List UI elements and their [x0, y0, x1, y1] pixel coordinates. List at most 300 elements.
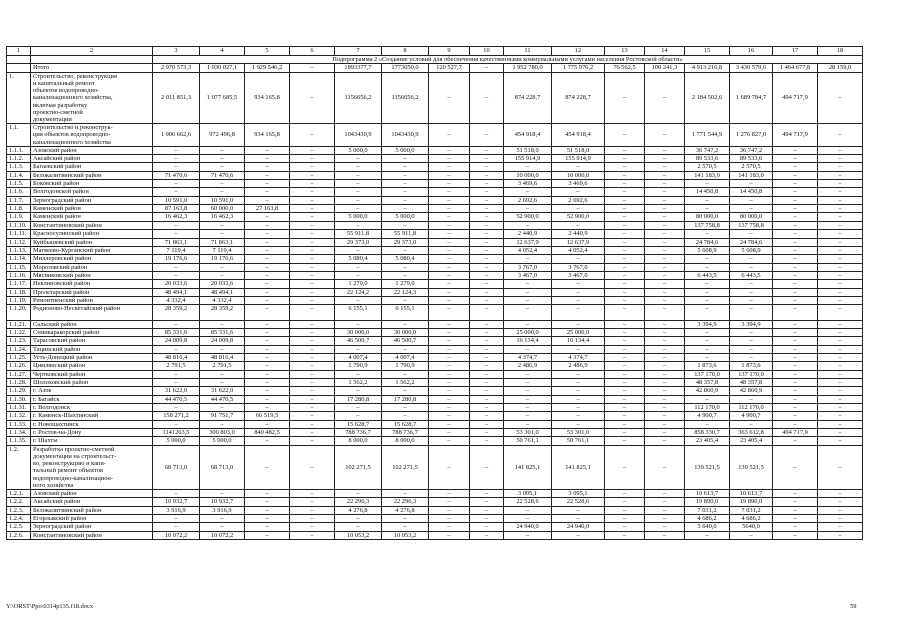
cell-value: – [245, 263, 290, 271]
cell-value: 2 970 573,3 [153, 64, 200, 72]
cell-value: – [200, 345, 245, 353]
cell-value: 1 689 784,7 [730, 72, 773, 123]
row-label: Зерноградский район [31, 196, 153, 204]
cell-value: – [200, 515, 245, 523]
table-row [7, 263, 863, 271]
cell-value: 60 000,0 [200, 205, 245, 213]
cell-value: – [605, 362, 645, 370]
row-label: Семикаракорский район [31, 328, 153, 336]
cell-value: – [773, 445, 818, 489]
cell-value: 7 119,4 [200, 246, 245, 254]
cell-value: – [470, 305, 504, 320]
cell-value: – [504, 387, 552, 395]
cell-value: – [605, 395, 645, 403]
row-number: 1.1.1. [7, 146, 31, 154]
row-number: 1.1.2. [7, 155, 31, 163]
cell-value: – [290, 221, 335, 229]
cell-value: – [470, 498, 504, 506]
cell-value: – [290, 337, 335, 345]
cell-value: – [504, 506, 552, 514]
cell-value: – [290, 412, 335, 420]
cell-value: – [335, 263, 382, 271]
cell-value: – [818, 271, 863, 279]
cell-value: – [773, 246, 818, 254]
cell-value: – [245, 498, 290, 506]
cell-value: – [290, 354, 335, 362]
row-number: 1.1.31. [7, 404, 31, 412]
cell-value: 71 863,1 [153, 238, 200, 246]
cell-value: 31 622,0 [153, 387, 200, 395]
cell-value: – [685, 288, 730, 296]
cell-value: – [429, 230, 470, 238]
cell-value: – [605, 531, 645, 539]
cell-value: – [153, 320, 200, 328]
cell-value: 4 686,2 [685, 515, 730, 523]
row-label: Миллеровский район [31, 255, 153, 263]
cell-value: 137 170,0 [685, 370, 730, 378]
cell-value: – [818, 188, 863, 196]
cell-value: 25 000,0 [504, 328, 552, 336]
cell-value: – [290, 523, 335, 531]
cell-value: – [605, 498, 645, 506]
cell-value: – [335, 155, 382, 163]
cell-value: – [730, 420, 773, 428]
cell-value: 5 608,9 [730, 246, 773, 254]
table-row [7, 288, 863, 296]
cell-value: 137 758,8 [685, 221, 730, 229]
row-number: 1.1.16. [7, 271, 31, 279]
cell-value: – [685, 205, 730, 213]
cell-value: 46 500,7 [335, 337, 382, 345]
row-number: 1.1.21. [7, 320, 31, 328]
cell-value: 36 747,2 [685, 146, 730, 154]
cell-value: 23 405,4 [730, 437, 773, 445]
cell-value: – [504, 296, 552, 304]
cell-value: – [818, 163, 863, 171]
cell-value: 89 533,6 [730, 155, 773, 163]
cell-value: 1043430,9 [382, 124, 429, 147]
cell-value: – [200, 188, 245, 196]
cell-value: 17 280,8 [335, 395, 382, 403]
table-row [7, 213, 863, 221]
cell-value: – [504, 531, 552, 539]
cell-value: – [773, 328, 818, 336]
row-number: 1.2. [7, 445, 31, 489]
row-number: 1.1.24. [7, 345, 31, 353]
cell-value: – [685, 230, 730, 238]
table-row [7, 230, 863, 238]
cell-value: 28 159,0 [818, 64, 863, 72]
cell-value: – [153, 221, 200, 229]
cell-value: 5 000,0 [335, 146, 382, 154]
cell-value: – [429, 337, 470, 345]
cell-value: – [552, 531, 605, 539]
cell-value: – [605, 490, 645, 498]
row-number: 1.1.28. [7, 379, 31, 387]
cell-value: – [773, 296, 818, 304]
row-label: г. Волгодонск [31, 404, 153, 412]
cell-value: 1 276 827,0 [730, 124, 773, 147]
cell-value: – [552, 345, 605, 353]
cell-value: – [773, 180, 818, 188]
cell-value: – [245, 196, 290, 204]
row-label: Аксайский район [31, 498, 153, 506]
cell-value: – [470, 445, 504, 489]
row-number: 1.1.18. [7, 288, 31, 296]
cell-value: – [200, 404, 245, 412]
cell-value: – [429, 155, 470, 163]
table-row [7, 490, 863, 498]
row-number: 1.1.13. [7, 246, 31, 254]
column-number: 1 [7, 47, 31, 56]
cell-value: – [818, 305, 863, 320]
cell-value: – [290, 246, 335, 254]
cell-value: 1043430,9 [335, 124, 382, 147]
cell-value: 10 000,0 [552, 171, 605, 179]
cell-value: 10 613,7 [685, 490, 730, 498]
cell-value: – [290, 205, 335, 213]
cell-value: – [773, 163, 818, 171]
cell-value: – [290, 288, 335, 296]
cell-value: – [290, 445, 335, 489]
cell-value: – [773, 498, 818, 506]
cell-value: – [245, 379, 290, 387]
cell-value: – [685, 420, 730, 428]
cell-value: 24 940,0 [504, 523, 552, 531]
cell-value: 934 165,8 [245, 72, 290, 123]
cell-value: – [645, 337, 685, 345]
cell-value: – [730, 296, 773, 304]
cell-value: – [290, 437, 335, 445]
column-number: 12 [552, 47, 605, 56]
cell-value: – [382, 320, 429, 328]
cell-value: – [504, 412, 552, 420]
row-label: Зерноградский район [31, 523, 153, 531]
cell-value: – [504, 305, 552, 320]
cell-value: 5 640,0 [685, 523, 730, 531]
cell-value: – [605, 412, 645, 420]
row-number: 1.1.7. [7, 196, 31, 204]
row-number: 1.1.6. [7, 188, 31, 196]
cell-value: – [429, 124, 470, 147]
cell-value: 2 692,6 [552, 196, 605, 204]
cell-value: 1 279,0 [335, 280, 382, 288]
cell-value: 10 591,0 [200, 196, 245, 204]
cell-value: – [429, 271, 470, 279]
cell-value: – [245, 271, 290, 279]
cell-value: – [818, 263, 863, 271]
cell-value: – [335, 271, 382, 279]
cell-value: – [470, 328, 504, 336]
subprogram-spacer [7, 56, 31, 64]
cell-value: – [335, 523, 382, 531]
cell-value: – [470, 255, 504, 263]
cell-value: – [773, 171, 818, 179]
cell-value: 87 163,8 [153, 205, 200, 213]
column-number-row [7, 47, 863, 56]
cell-value: – [818, 238, 863, 246]
row-number: 1. [7, 72, 31, 123]
cell-value: – [773, 523, 818, 531]
cell-value: – [429, 205, 470, 213]
cell-value: – [382, 404, 429, 412]
cell-value: – [200, 379, 245, 387]
cell-value: 22 124,2 [335, 288, 382, 296]
row-number: 1.1.9. [7, 213, 31, 221]
cell-value: – [290, 280, 335, 288]
cell-value: – [470, 490, 504, 498]
cell-value: – [290, 387, 335, 395]
cell-value: – [818, 498, 863, 506]
cell-value: – [153, 230, 200, 238]
cell-value: – [645, 498, 685, 506]
table-row [7, 124, 863, 147]
cell-value: – [153, 180, 200, 188]
cell-value: – [290, 362, 335, 370]
column-number: 13 [605, 47, 645, 56]
subprogram-title: Подпрограмма 2 «Создание условий для обеспечения качественными коммунальными услугами населения Ростовской области» [153, 56, 863, 64]
cell-value: 71 863,1 [200, 238, 245, 246]
cell-value: – [429, 188, 470, 196]
cell-value: 1 930 027,1 [200, 64, 245, 72]
table-row [7, 370, 863, 378]
row-label: Куйбышевский район [31, 238, 153, 246]
cell-value: – [382, 163, 429, 171]
cell-value: – [382, 370, 429, 378]
cell-value: 3 430 579,6 [730, 64, 773, 72]
cell-value: – [335, 515, 382, 523]
cell-value: – [645, 515, 685, 523]
cell-value: – [470, 437, 504, 445]
cell-value: – [552, 420, 605, 428]
file-path: Y:\ORST\Ppo\0314p135.f18.docx [6, 603, 94, 610]
cell-value: 80 000,0 [685, 213, 730, 221]
column-number: 11 [504, 47, 552, 56]
row-label: Белокалитвинский район [31, 506, 153, 514]
cell-value: – [153, 188, 200, 196]
table-row [7, 506, 863, 514]
table-row [7, 64, 863, 72]
cell-value: 52 900,0 [504, 213, 552, 221]
cell-value: – [645, 490, 685, 498]
cell-value: – [335, 188, 382, 196]
cell-value: – [773, 263, 818, 271]
cell-value: 68 713,0 [153, 445, 200, 489]
cell-value: – [290, 255, 335, 263]
cell-value: – [773, 412, 818, 420]
cell-value: – [605, 163, 645, 171]
cell-value: – [335, 345, 382, 353]
cell-value: 15 628,7 [382, 420, 429, 428]
table-row [7, 205, 863, 213]
cell-value: 71 470,6 [200, 171, 245, 179]
cell-value: – [429, 171, 470, 179]
cell-value: 8 000,0 [335, 437, 382, 445]
cell-value: – [470, 171, 504, 179]
cell-value: – [245, 337, 290, 345]
cell-value: – [773, 205, 818, 213]
cell-value: – [470, 370, 504, 378]
cell-value: 29 373,0 [382, 238, 429, 246]
cell-value: – [245, 404, 290, 412]
cell-value: – [605, 255, 645, 263]
cell-value: 10 932,7 [153, 498, 200, 506]
cell-value: – [429, 296, 470, 304]
cell-value: 16 462,3 [200, 213, 245, 221]
cell-value: 48 816,4 [200, 354, 245, 362]
cell-value: – [470, 320, 504, 328]
cell-value: 1 929 546,2 [245, 64, 290, 72]
row-number: 1.2.6. [7, 531, 31, 539]
row-label: Сальский район [31, 320, 153, 328]
cell-value: – [335, 387, 382, 395]
table-row [7, 221, 863, 229]
cell-value: 1 873,6 [730, 362, 773, 370]
table-row [7, 305, 863, 320]
cell-value: – [470, 246, 504, 254]
cell-value: 141 825,1 [552, 445, 605, 489]
cell-value: – [685, 305, 730, 320]
row-label: Пролетарский район [31, 288, 153, 296]
cell-value: – [818, 180, 863, 188]
cell-value: – [335, 490, 382, 498]
cell-value: – [645, 288, 685, 296]
cell-value: 55 911,8 [382, 230, 429, 238]
cell-value: 15 628,7 [335, 420, 382, 428]
cell-value: – [605, 320, 645, 328]
cell-value: – [818, 387, 863, 395]
cell-value: – [504, 379, 552, 387]
column-number: 7 [335, 47, 382, 56]
cell-value: 3 916,9 [200, 506, 245, 514]
cell-value: – [290, 196, 335, 204]
cell-value: – [290, 498, 335, 506]
cell-value: – [773, 506, 818, 514]
cell-value: – [470, 531, 504, 539]
cell-value: – [730, 354, 773, 362]
cell-value: 36 747,2 [730, 146, 773, 154]
cell-value: – [382, 271, 429, 279]
cell-value: – [153, 420, 200, 428]
cell-value: – [605, 420, 645, 428]
cell-value: – [504, 345, 552, 353]
cell-value: 300 803,0 [200, 429, 245, 437]
cell-value: – [730, 531, 773, 539]
subprogram-row [7, 56, 863, 64]
cell-value: 6 155,1 [382, 305, 429, 320]
cell-value: – [470, 188, 504, 196]
cell-value: – [470, 395, 504, 403]
cell-value: – [605, 280, 645, 288]
cell-value: – [818, 320, 863, 328]
cell-value: – [470, 515, 504, 523]
cell-value: – [605, 345, 645, 353]
row-label: Усть-Донецкий район [31, 354, 153, 362]
cell-value: 28 359,2 [153, 305, 200, 320]
cell-value: – [245, 180, 290, 188]
row-number: 1.2.2. [7, 498, 31, 506]
cell-value: – [605, 238, 645, 246]
table-row [7, 146, 863, 154]
column-number: 9 [429, 47, 470, 56]
cell-value: – [290, 180, 335, 188]
cell-value: – [605, 387, 645, 395]
cell-value: – [290, 296, 335, 304]
cell-value: 155 914,9 [504, 155, 552, 163]
cell-value: – [504, 370, 552, 378]
cell-value: – [685, 196, 730, 204]
cell-value: – [818, 379, 863, 387]
cell-value: – [470, 420, 504, 428]
cell-value: – [290, 506, 335, 514]
table-row [7, 280, 863, 288]
table-row [7, 404, 863, 412]
cell-value: – [429, 280, 470, 288]
table-row [7, 72, 863, 123]
cell-value: – [429, 362, 470, 370]
cell-value: – [773, 531, 818, 539]
cell-value: – [818, 420, 863, 428]
table-row [7, 379, 863, 387]
cell-value: – [504, 288, 552, 296]
table-row [7, 387, 863, 395]
cell-value: – [504, 255, 552, 263]
cell-value: 1 771 544,9 [685, 124, 730, 147]
cell-value: 20 033,6 [200, 280, 245, 288]
column-number: 6 [290, 47, 335, 56]
cell-value: 66 519,5 [245, 412, 290, 420]
cell-value: – [818, 205, 863, 213]
cell-value: 22 296,3 [382, 498, 429, 506]
row-label: г. Каменск-Шахтинский [31, 412, 153, 420]
cell-value: – [200, 490, 245, 498]
cell-value: – [470, 345, 504, 353]
cell-value: – [470, 163, 504, 171]
cell-value: – [685, 263, 730, 271]
cell-value: – [335, 205, 382, 213]
cell-value: – [245, 296, 290, 304]
cell-value: – [773, 420, 818, 428]
cell-value: 4 007,4 [382, 354, 429, 362]
cell-value: – [335, 180, 382, 188]
cell-value: 85 331,6 [200, 328, 245, 336]
cell-value: – [773, 370, 818, 378]
cell-value: 3 394,9 [685, 320, 730, 328]
cell-value: 24 784,6 [685, 238, 730, 246]
cell-value: – [552, 296, 605, 304]
cell-value: 137 170,0 [730, 370, 773, 378]
cell-value: – [335, 163, 382, 171]
cell-value: – [429, 213, 470, 221]
row-number: 1.1.14. [7, 255, 31, 263]
cell-value: 3 767,0 [504, 263, 552, 271]
cell-value: – [730, 180, 773, 188]
cell-value: 5 000,0 [200, 437, 245, 445]
cell-value: – [429, 320, 470, 328]
row-number: 1.2.5. [7, 523, 31, 531]
cell-value: – [605, 296, 645, 304]
cell-value: – [382, 263, 429, 271]
cell-value: 42 860,9 [685, 387, 730, 395]
cell-value: 494 717,9 [773, 429, 818, 437]
cell-value: 139 521,5 [685, 445, 730, 489]
cell-value: 7 031,2 [730, 506, 773, 514]
cell-value: – [685, 531, 730, 539]
cell-value: – [153, 155, 200, 163]
cell-value: 4 900,7 [730, 412, 773, 420]
cell-value: – [605, 196, 645, 204]
cell-value: – [245, 523, 290, 531]
